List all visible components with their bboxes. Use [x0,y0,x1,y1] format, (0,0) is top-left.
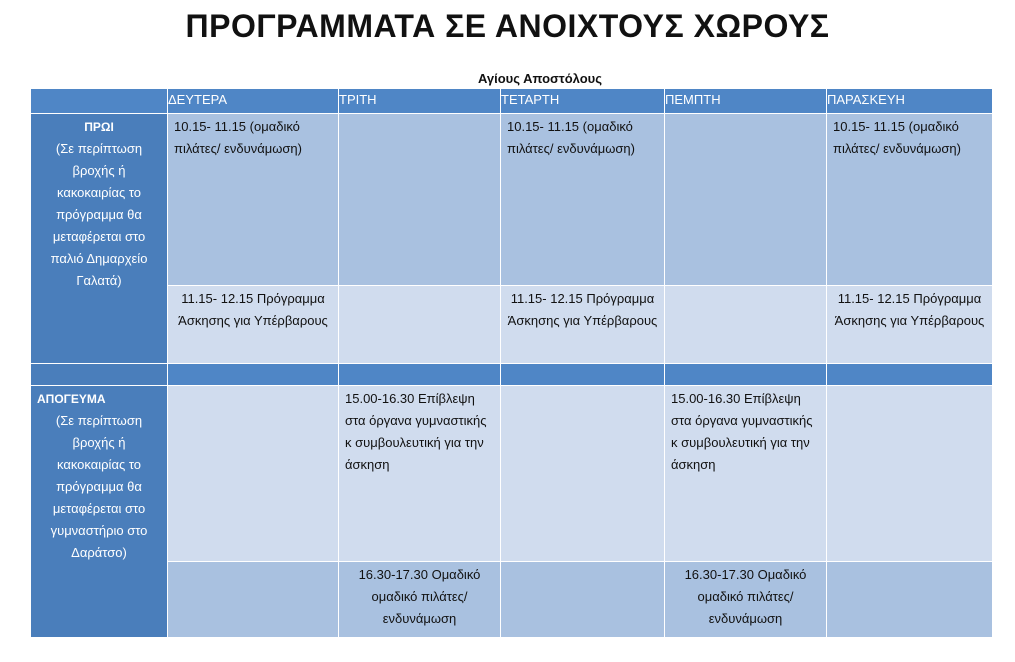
morning-tue-1 [339,114,501,286]
morning-mon-1: 10.15- 11.15 (ομαδικό πιλάτες/ ενδυνάμωση) [168,114,339,286]
header-day-tue: ΤΡΙΤΗ [339,89,501,114]
location-label: Αγίους Αποστόλους [477,71,603,86]
afternoon-label: ΑΠΟΓΕΥΜΑ [37,392,106,406]
afternoon-label-cell [31,386,168,638]
afternoon-wed-1 [501,386,665,562]
header-empty-cell [31,89,168,114]
morning-label: ΠΡΩΙ [84,120,114,134]
morning-fri-2: 11.15- 12.15 Πρόγραμμα Άσκησης για Υπέρβαρους [827,286,993,364]
afternoon-mon-1 [168,386,339,562]
header-day-mon: ΔΕΥΤΕΡΑ [168,89,339,114]
schedule-table [30,88,993,638]
morning-thu-1 [665,114,827,286]
morning-wed-2: 11.15- 12.15 Πρόγραμμα Άσκησης για Υπέρβαρους [501,286,665,364]
morning-mon-2: 11.15- 12.15 Πρόγραμμα Άσκησης για Υπέρβαρους [168,286,339,364]
separator-row [31,364,993,386]
afternoon-wed-2 [501,562,665,638]
separator-cell [501,364,665,386]
header-day-thu: ΠΕΜΠΤΗ [665,89,827,114]
header-row [31,89,993,114]
morning-wed-1: 10.15- 11.15 (ομαδικό πιλάτες/ ενδυνάμωση) [501,114,665,286]
afternoon-row-2 [31,562,993,638]
header-day-fri: ΠΑΡΑΣΚΕΥΗ [827,89,993,114]
morning-tue-2 [339,286,501,364]
morning-thu-2 [665,286,827,364]
separator-cell [168,364,339,386]
afternoon-tue-2: 16.30-17.30 Ομαδικό ομαδικό πιλάτες/ ενδυνάμωση [339,562,501,638]
morning-row-1 [31,114,993,286]
afternoon-tue-1: 15.00-16.30 Επίβλεψη στα όργανα γυμναστικής κ συμβουλευτική για την άσκηση [339,386,501,562]
afternoon-fri-1 [827,386,993,562]
header-day-wed: ΤΕΤΑΡΤΗ [501,89,665,114]
morning-note: (Σε περίπτωση βροχής ή κακοκαιρίας το πρόγραμμα θα μεταφέρεται στο παλιό Δημαρχείο Γαλατά) [50,141,148,288]
afternoon-thu-1: 15.00-16.30 Επίβλεψη στα όργανα γυμναστικής κ συμβουλευτική για την άσκηση [665,386,827,562]
morning-row-2 [31,286,993,364]
afternoon-note: (Σε περίπτωση βροχής ή κακοκαιρίας το πρόγραμμα θα μεταφέρεται στο γυμναστήριο στο Δαράτσο) [50,413,148,560]
page-title: ΠΡΟΓΡΑΜΜΑΤΑ ΣΕ ΑΝΟΙΧΤΟΥΣ ΧΩΡΟΥΣ [185,8,830,44]
morning-label-cell [31,114,168,364]
separator-cell [31,364,168,386]
separator-cell [827,364,993,386]
afternoon-fri-2 [827,562,993,638]
separator-cell [665,364,827,386]
separator-cell [339,364,501,386]
afternoon-row-1 [31,386,993,562]
afternoon-mon-2 [168,562,339,638]
morning-fri-1: 10.15- 11.15 (ομαδικό πιλάτες/ ενδυνάμωση) [827,114,993,286]
afternoon-thu-2: 16.30-17.30 Ομαδικό ομαδικό πιλάτες/ ενδυνάμωση [665,562,827,638]
